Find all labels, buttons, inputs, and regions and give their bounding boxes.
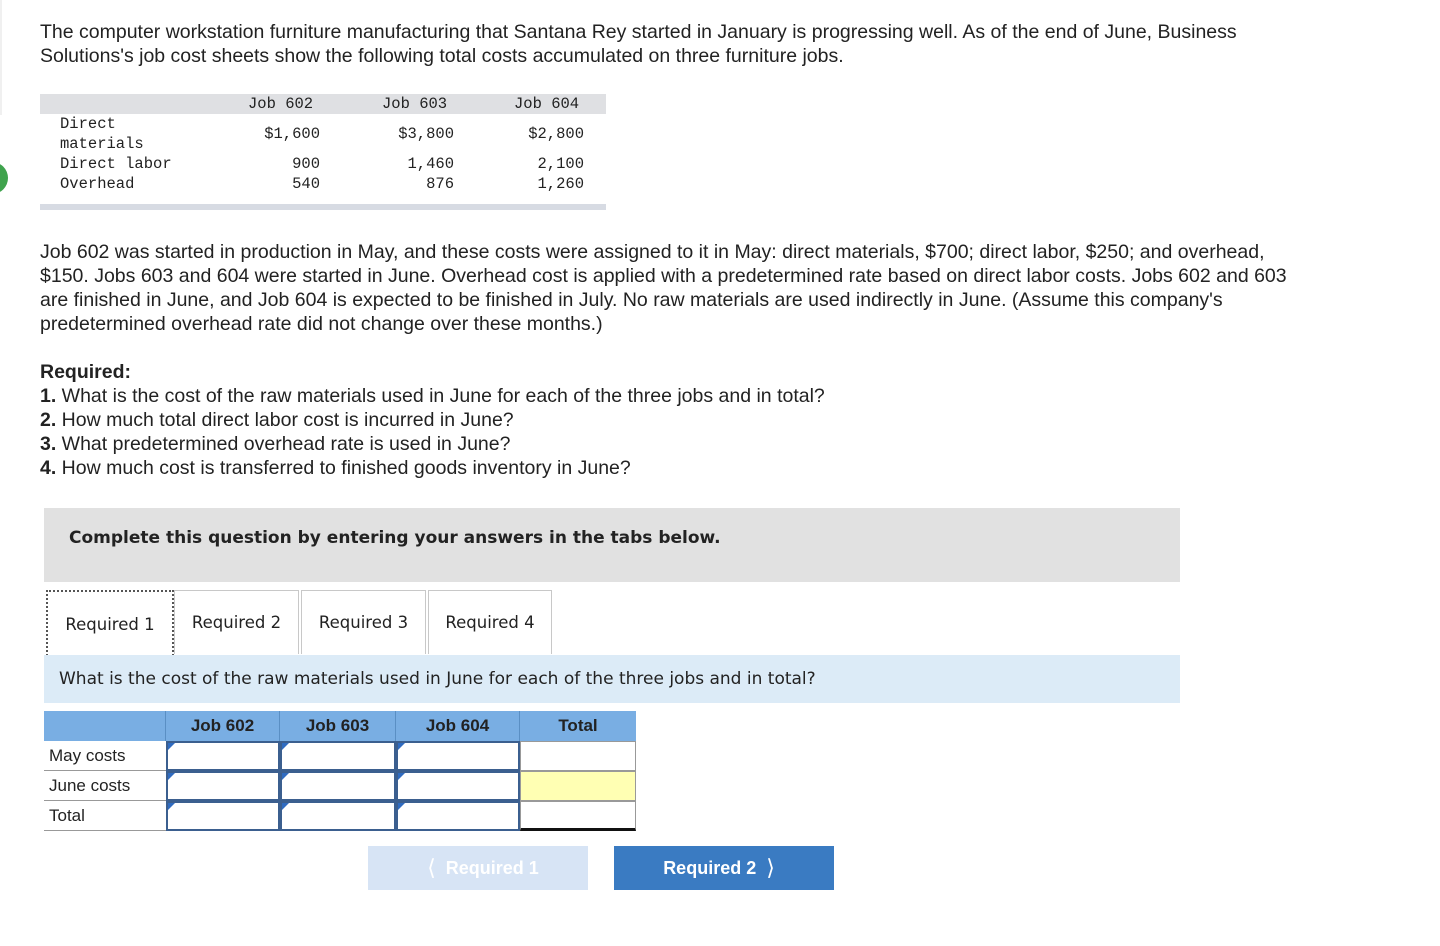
intro-text: The computer workstation furniture manufacturing that Santana Rey started in January is progressing well. As of the end of June, Business Solutions's job cost sheets show the following total costs accumulated on three furniture jobs. [40, 21, 1237, 67]
cost-table-header [40, 94, 606, 114]
required-item-4: 4. How much cost is transferred to finished goods inventory in June? [40, 457, 631, 479]
grid-header-job-603: Job 603 [280, 711, 396, 741]
required-item-1: 1. What is the cost of the raw materials used in June for each of the three jobs and in total? [40, 385, 825, 407]
dm-job-602: $1,600 [264, 125, 320, 143]
prev-button-label: Required 1 [445, 857, 539, 878]
oh-job-602: 540 [292, 175, 320, 193]
input-total-job-604[interactable] [396, 801, 520, 831]
row-label-materials: materials [60, 135, 144, 153]
required-section [40, 360, 1040, 480]
problem-paragraph: Job 602 was started in production in May, and these costs were assigned to it in May: direct materials, $700; direct labor, $250; and overhead, $150. Jobs 603 and 604 were started in June. Overhead cost is applied with a predetermined rate based on direct labor costs. Jobs 602 and 603 are finished in June, and Job 604 is expected to be finished in July. No raw materials are used indirectly in June. (Assume this company's predetermined overhead rate did not change over these months.) [40, 241, 1287, 335]
grid-row-june-costs: June costs [44, 771, 166, 801]
dl-job-602: 900 [292, 155, 320, 173]
cell-grand-total [520, 801, 636, 831]
row-label-overhead: Overhead [60, 175, 135, 193]
input-may-job-603[interactable] [280, 741, 396, 771]
grid-header-total: Total [520, 711, 636, 741]
tab-required-4[interactable]: Required 4 [428, 590, 552, 654]
dl-job-603: 1,460 [407, 155, 454, 173]
dm-job-604: $2,800 [528, 125, 584, 143]
left-edge-line [0, 0, 2, 115]
question-text: What is the cost of the raw materials used in June for each of the three jobs and in total? [59, 669, 816, 689]
tab-required-3[interactable]: Required 3 [301, 590, 426, 654]
job-cost-table [40, 94, 606, 210]
input-total-job-603[interactable] [280, 801, 396, 831]
prev-button[interactable] [368, 846, 588, 890]
chevron-right-icon: ⟩ [766, 855, 775, 880]
dm-job-603: $3,800 [398, 125, 454, 143]
cost-table-footer [40, 204, 606, 210]
question-bar [44, 655, 1180, 703]
banner-text: Complete this question by entering your answers in the tabs below. [69, 528, 721, 548]
header-job-604: Job 604 [514, 95, 580, 113]
dl-job-604: 2,100 [537, 155, 584, 173]
oh-job-603: 876 [426, 175, 454, 193]
cell-may-total [520, 741, 636, 771]
input-june-job-602[interactable] [166, 771, 280, 801]
required-item-2: 2. How much total direct labor cost is incurred in June? [40, 409, 514, 431]
row-label-direct-labor: Direct labor [60, 155, 172, 173]
input-june-job-604[interactable] [396, 771, 520, 801]
grid-header-blank [44, 711, 166, 741]
grid-header-job-604: Job 604 [396, 711, 520, 741]
grid-row-total: Total [44, 801, 166, 831]
tab-required-1[interactable]: Required 1 [46, 590, 174, 656]
required-heading: Required: [40, 361, 132, 383]
header-job-602: Job 602 [248, 95, 314, 113]
input-may-job-604[interactable] [396, 741, 520, 771]
grid-row-may-costs: May costs [44, 741, 166, 771]
header-job-603: Job 603 [382, 95, 448, 113]
grid-header-job-602: Job 602 [166, 711, 280, 741]
progress-marker [0, 162, 8, 194]
next-button-label: Required 2 [663, 857, 757, 878]
tab-required-2[interactable]: Required 2 [174, 590, 299, 654]
input-june-job-603[interactable] [280, 771, 396, 801]
required-item-3: 3. What predetermined overhead rate is used in June? [40, 433, 511, 455]
chevron-left-icon: ⟨ [427, 855, 436, 880]
input-total-job-602[interactable] [166, 801, 280, 831]
oh-job-604: 1,260 [537, 175, 584, 193]
next-button[interactable] [614, 846, 834, 890]
cell-june-total [520, 771, 636, 801]
row-label-direct: Direct [60, 115, 116, 133]
instruction-banner [44, 508, 1180, 582]
input-may-job-602[interactable] [166, 741, 280, 771]
